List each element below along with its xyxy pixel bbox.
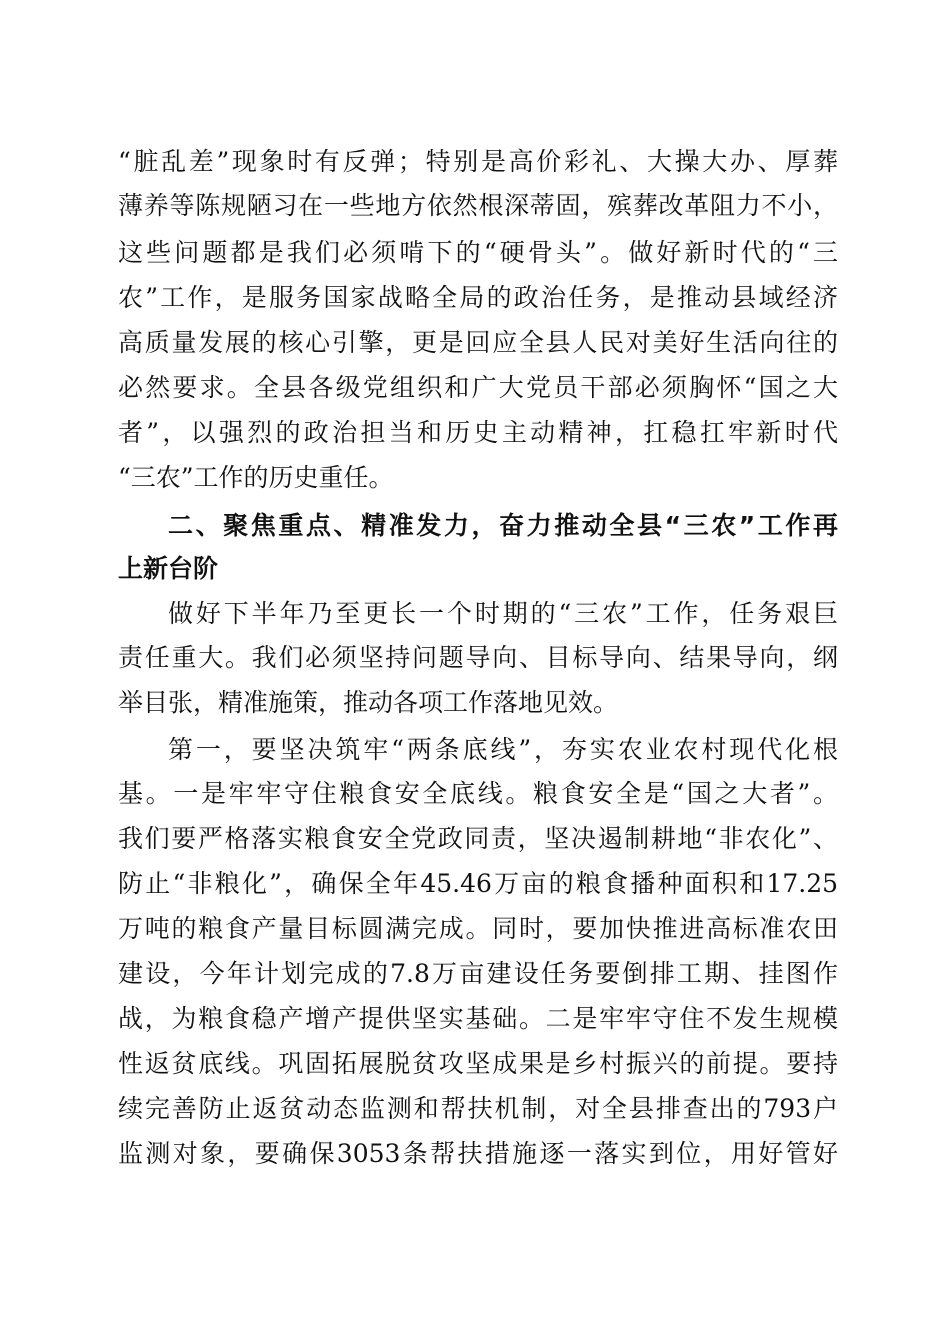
- text-line: 者”，以强烈的政治担当和历史主动精神，扛稳扛牢新时代: [118, 418, 838, 447]
- text-line: 这些问题都是我们必须啃下的“硬骨头”。做好新时代的“三: [118, 238, 838, 267]
- text-line: 第一，要坚决筑牢“两条底线”，夯实农业农村现代化根: [168, 735, 838, 764]
- text-line: 监测对象，要确保3053条帮扶措施逐一落实到位，用好管好: [118, 1139, 838, 1168]
- text-line: “脏乱差”现象时有反弹；特别是高价彩礼、大操大办、厚葬: [118, 147, 838, 176]
- text-line: 我们要严格落实粮食安全党政同责，坚决遏制耕地“非农化”、: [118, 824, 838, 853]
- text-line: 基。一是牢牢守住粮食安全底线。粮食安全是“国之大者”。: [118, 779, 838, 808]
- text-line: 举目张，精准施策，推动各项工作落地见效。: [118, 688, 619, 717]
- section-heading: 二、聚焦重点、精准发力，奋力推动全县“三农”工作再: [168, 511, 838, 540]
- text-line: 高质量发展的核心引擎，更是回应全县人民对美好生活向往的: [118, 328, 838, 357]
- text-line: “三农”工作的历史重任。: [118, 463, 394, 492]
- section-heading: 上新台阶: [118, 554, 219, 583]
- text-line: 战，为粮食稳产增产提供坚实基础。二是牢牢守住不发生规模: [118, 1004, 838, 1033]
- text-line: 薄养等陈规陋习在一些地方依然根深蒂固，殡葬改革阻力不小，: [118, 191, 838, 220]
- text-line: 必然要求。全县各级党组织和广大党员干部必须胸怀“国之大: [118, 373, 838, 402]
- text-line: 万吨的粮食产量目标圆满完成。同时，要加快推进高标准农田: [118, 914, 838, 943]
- text-line: 防止“非粮化”，确保全年45.46万亩的粮食播种面积和17.25: [118, 869, 838, 898]
- text-line: 续完善防止返贫动态监测和帮扶机制，对全县排查出的793户: [118, 1094, 838, 1123]
- text-line: 性返贫底线。巩固拓展脱贫攻坚成果是乡村振兴的前提。要持: [118, 1049, 838, 1078]
- text-line: 建设，今年计划完成的7.8万亩建设任务要倒排工期、挂图作: [118, 959, 838, 988]
- text-line: 农”工作，是服务国家战略全局的政治任务，是推动县域经济: [118, 283, 838, 312]
- text-line: 责任重大。我们必须坚持问题导向、目标导向、结果导向，纲: [118, 643, 838, 672]
- text-line: 做好下半年乃至更长一个时期的“三农”工作，任务艰巨: [168, 599, 838, 628]
